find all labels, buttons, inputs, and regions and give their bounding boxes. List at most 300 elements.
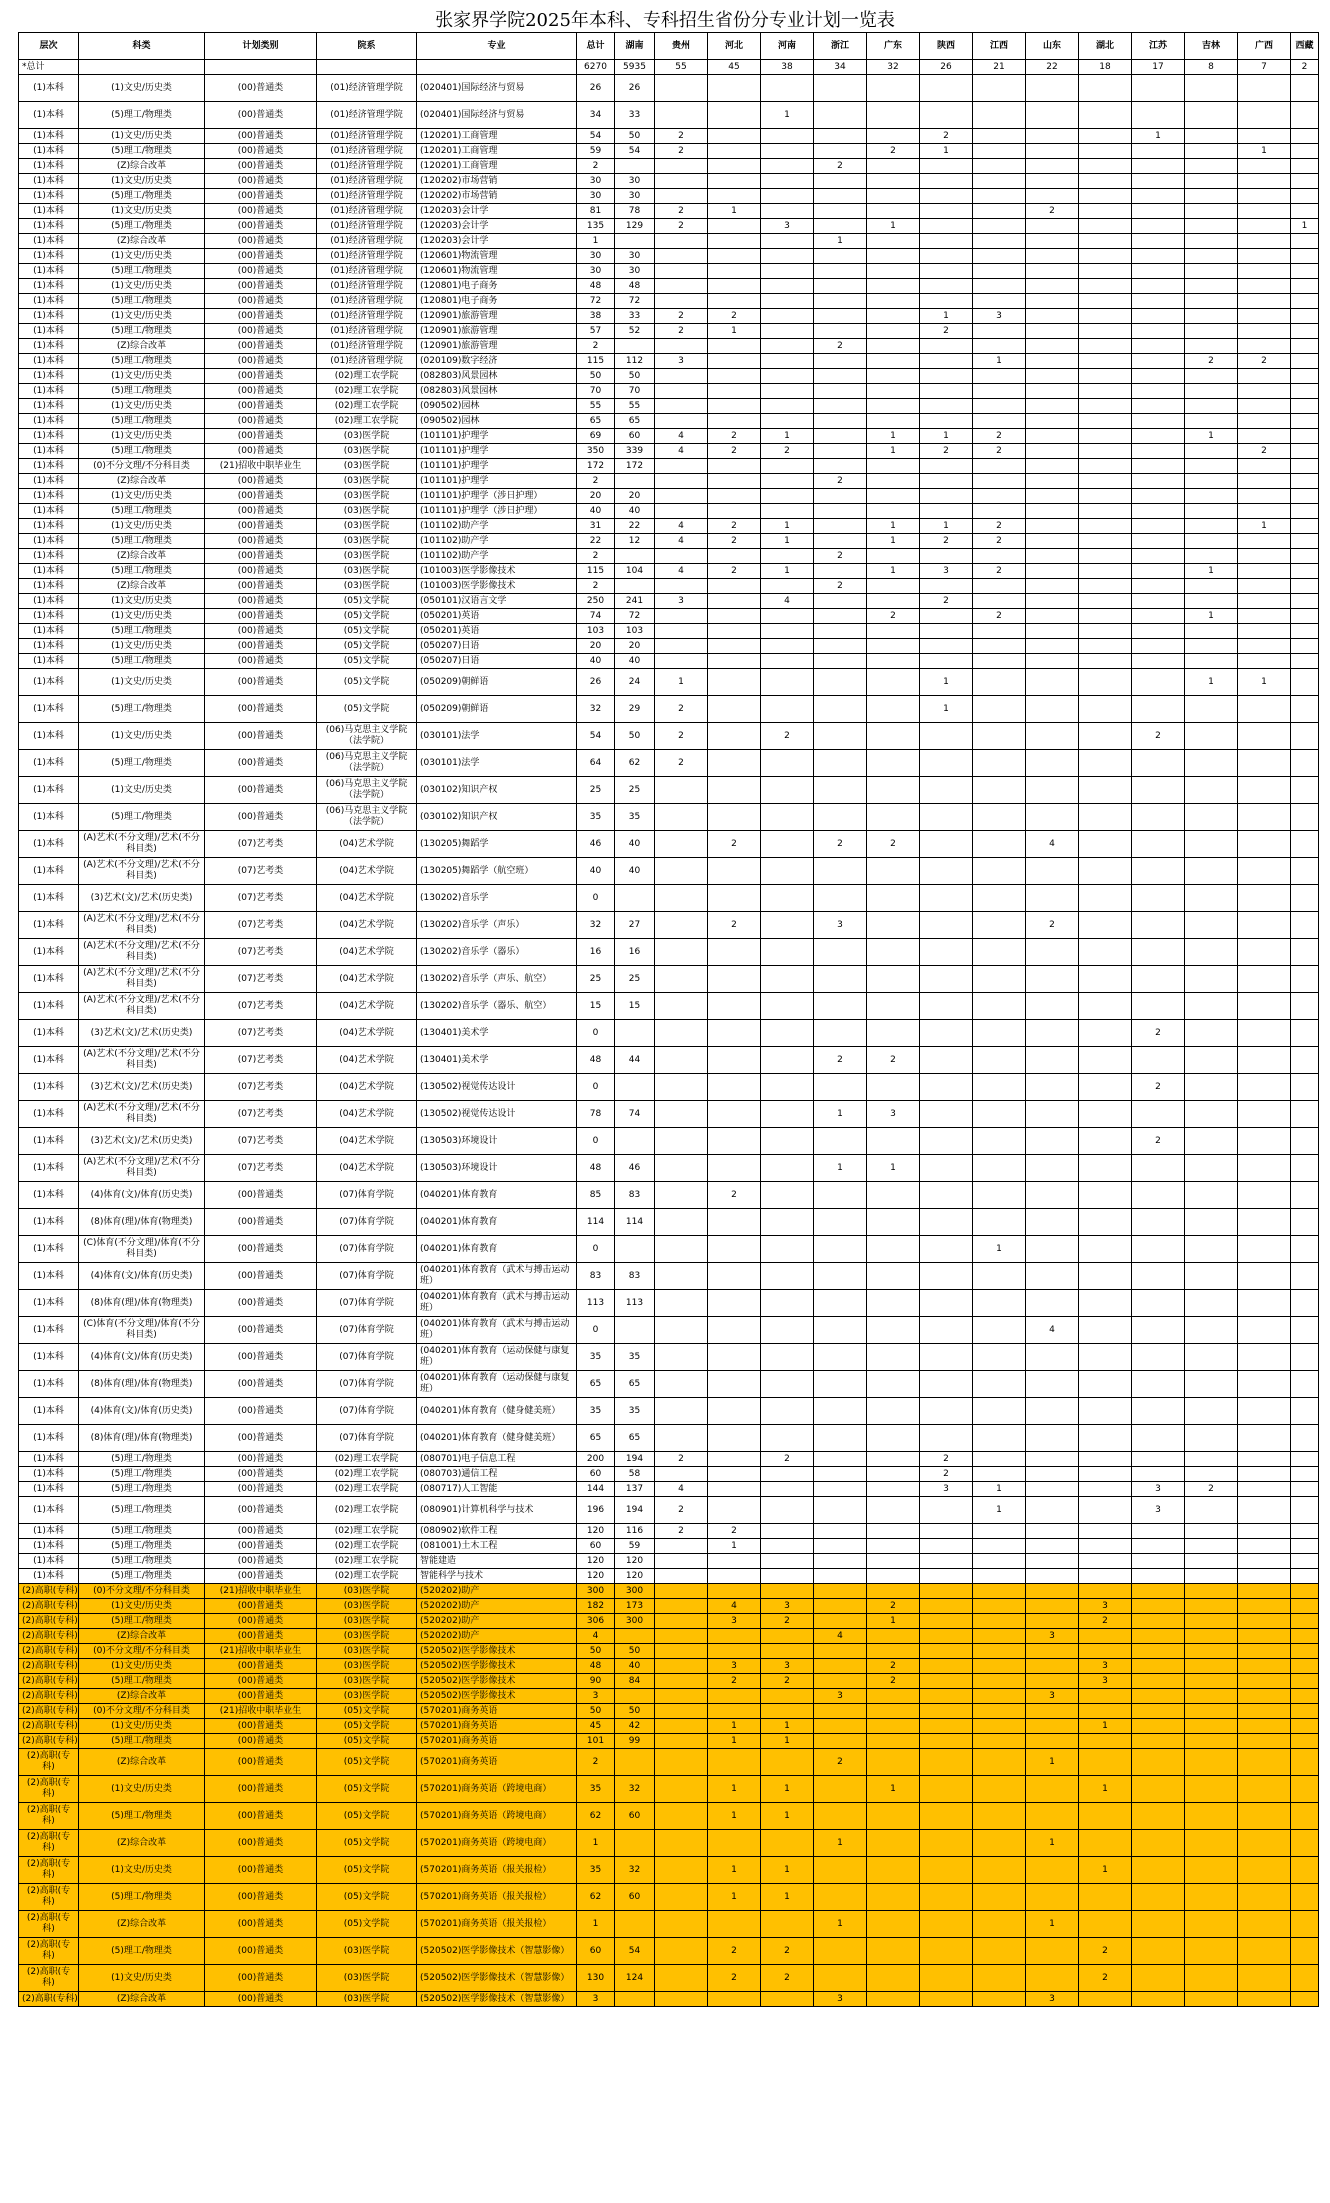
table-cell: 1	[920, 696, 973, 723]
table-cell: 58	[615, 1467, 655, 1482]
table-cell	[1291, 1569, 1319, 1584]
table-cell	[973, 1614, 1026, 1629]
table-cell: (1)本科	[19, 696, 79, 723]
table-cell: (21)招收中职毕业生	[205, 459, 317, 474]
table-cell: (1)本科	[19, 579, 79, 594]
table-row	[19, 294, 1319, 309]
table-cell	[867, 1689, 920, 1704]
table-cell	[1132, 1659, 1185, 1674]
table-cell	[1026, 1290, 1079, 1317]
table-cell	[1185, 459, 1238, 474]
table-cell	[1132, 858, 1185, 885]
table-cell	[1291, 1599, 1319, 1614]
table-cell	[655, 885, 708, 912]
table-cell	[867, 804, 920, 831]
table-cell: (21)招收中职毕业生	[205, 1644, 317, 1659]
table-row	[19, 1614, 1319, 1629]
table-cell	[1026, 264, 1079, 279]
table-cell: 72	[615, 294, 655, 309]
table-cell: 25	[577, 777, 615, 804]
table-cell	[1026, 1659, 1079, 1674]
table-cell	[1132, 831, 1185, 858]
table-cell	[1238, 1569, 1291, 1584]
table-cell	[1291, 1467, 1319, 1482]
table-cell: (03)医学院	[317, 1644, 417, 1659]
table-cell	[1079, 1182, 1132, 1209]
table-cell	[1238, 174, 1291, 189]
table-cell: (02)理工农学院	[317, 384, 417, 399]
table-cell	[761, 384, 814, 399]
table-cell	[655, 1398, 708, 1425]
table-cell	[708, 174, 761, 189]
table-cell	[1185, 1749, 1238, 1776]
table-cell	[973, 885, 1026, 912]
table-cell	[1238, 858, 1291, 885]
table-row	[19, 504, 1319, 519]
table-cell	[1238, 1992, 1291, 2007]
table-cell	[867, 1128, 920, 1155]
table-cell: (00)普通类	[205, 594, 317, 609]
table-cell: (02)理工农学院	[317, 369, 417, 384]
table-cell: 48	[577, 1047, 615, 1074]
table-cell	[814, 294, 867, 309]
table-cell: (040201)体育教育（武术与搏击运动班）	[417, 1263, 577, 1290]
table-cell	[1185, 1398, 1238, 1425]
table-cell	[655, 1938, 708, 1965]
table-cell	[920, 1128, 973, 1155]
table-cell	[814, 219, 867, 234]
table-cell	[1238, 1182, 1291, 1209]
table-cell	[1079, 1128, 1132, 1155]
table-cell: (00)普通类	[205, 234, 317, 249]
table-cell	[1185, 723, 1238, 750]
table-cell	[761, 339, 814, 354]
table-cell: (07)体育学院	[317, 1263, 417, 1290]
table-cell	[867, 264, 920, 279]
table-cell	[1291, 1263, 1319, 1290]
table-cell	[973, 1599, 1026, 1614]
table-cell	[814, 1074, 867, 1101]
table-cell: (5)理工/物理类	[79, 1539, 205, 1554]
table-cell	[1079, 777, 1132, 804]
table-cell	[973, 1584, 1026, 1599]
table-cell	[1185, 1452, 1238, 1467]
table-cell	[867, 1317, 920, 1344]
table-cell	[761, 309, 814, 324]
table-cell: (1)文史/历史类	[79, 1659, 205, 1674]
table-cell	[1079, 102, 1132, 129]
table-cell	[973, 102, 1026, 129]
table-cell: (1)本科	[19, 1290, 79, 1317]
table-cell: 0	[577, 885, 615, 912]
table-cell	[1291, 1554, 1319, 1569]
table-cell	[1026, 1938, 1079, 1965]
table-cell: (A)艺术(不分文理)/艺术(不分科目类)	[79, 912, 205, 939]
table-cell: 54	[615, 1938, 655, 1965]
table-cell: (1)本科	[19, 459, 79, 474]
table-cell	[761, 174, 814, 189]
table-cell	[867, 384, 920, 399]
table-cell: (05)文学院	[317, 624, 417, 639]
table-cell	[920, 1497, 973, 1524]
table-cell	[1079, 804, 1132, 831]
table-cell	[1185, 1290, 1238, 1317]
table-cell	[1291, 1659, 1319, 1674]
table-cell	[920, 1263, 973, 1290]
table-cell: 50	[615, 1704, 655, 1719]
table-row	[19, 429, 1319, 444]
table-cell: 2	[973, 534, 1026, 549]
table-cell: (21)招收中职毕业生	[205, 1584, 317, 1599]
table-cell	[867, 1857, 920, 1884]
table-row	[19, 129, 1319, 144]
table-cell: 35	[577, 1398, 615, 1425]
table-cell	[655, 369, 708, 384]
table-cell	[1291, 1020, 1319, 1047]
table-cell	[761, 459, 814, 474]
column-header: 广东	[867, 33, 920, 60]
table-cell: 2	[920, 444, 973, 459]
table-cell	[1026, 1776, 1079, 1803]
table-cell: (01)经济管理学院	[317, 102, 417, 129]
table-cell	[1079, 579, 1132, 594]
table-cell: 3	[577, 1689, 615, 1704]
table-cell: (120201)工商管理	[417, 129, 577, 144]
table-cell	[867, 234, 920, 249]
table-cell	[1079, 1734, 1132, 1749]
table-cell: 35	[577, 1344, 615, 1371]
table-cell: 1	[577, 1830, 615, 1857]
table-cell	[973, 1020, 1026, 1047]
table-cell	[973, 1554, 1026, 1569]
table-cell	[814, 534, 867, 549]
table-cell	[1079, 504, 1132, 519]
table-cell	[814, 174, 867, 189]
table-cell	[1185, 1524, 1238, 1539]
table-cell	[1291, 1992, 1319, 2007]
table-cell: 40	[615, 831, 655, 858]
table-row	[19, 1719, 1319, 1734]
table-cell: 1	[920, 144, 973, 159]
table-cell	[761, 1704, 814, 1719]
table-cell: (5)理工/物理类	[79, 1482, 205, 1497]
table-cell	[655, 459, 708, 474]
table-cell: (130502)视觉传达设计	[417, 1101, 577, 1128]
table-cell	[867, 1020, 920, 1047]
table-cell: 40	[577, 504, 615, 519]
table-cell	[1291, 966, 1319, 993]
table-cell: 1	[867, 1155, 920, 1182]
table-cell: 4	[655, 429, 708, 444]
table-cell: (1)文史/历史类	[79, 723, 205, 750]
table-cell	[615, 159, 655, 174]
table-cell	[814, 459, 867, 474]
table-cell: (07)体育学院	[317, 1182, 417, 1209]
table-cell	[1026, 144, 1079, 159]
table-cell: (01)经济管理学院	[317, 219, 417, 234]
table-cell	[867, 369, 920, 384]
table-cell	[1291, 1101, 1319, 1128]
table-cell: 2	[867, 831, 920, 858]
table-cell	[1185, 489, 1238, 504]
table-cell	[867, 159, 920, 174]
table-cell	[920, 279, 973, 294]
table-cell: 120	[577, 1554, 615, 1569]
table-row	[19, 885, 1319, 912]
table-cell	[1079, 1209, 1132, 1236]
table-cell	[1291, 384, 1319, 399]
table-row	[19, 279, 1319, 294]
table-cell	[1238, 369, 1291, 384]
table-cell: 25	[615, 777, 655, 804]
table-cell: (1)本科	[19, 369, 79, 384]
table-cell: (1)本科	[19, 249, 79, 264]
table-cell: 24	[615, 669, 655, 696]
table-cell: (04)艺术学院	[317, 1128, 417, 1155]
table-cell	[1132, 609, 1185, 624]
table-cell	[708, 159, 761, 174]
table-cell: (02)理工农学院	[317, 414, 417, 429]
table-cell	[1291, 624, 1319, 639]
table-cell: 30	[577, 189, 615, 204]
table-cell	[867, 912, 920, 939]
table-cell: 2	[973, 444, 1026, 459]
table-cell: (120201)工商管理	[417, 159, 577, 174]
table-cell	[1132, 1689, 1185, 1704]
table-cell	[814, 1539, 867, 1554]
table-cell	[655, 549, 708, 564]
table-cell	[867, 1938, 920, 1965]
table-cell	[1185, 249, 1238, 264]
table-cell	[867, 1749, 920, 1776]
table-cell: (00)普通类	[205, 429, 317, 444]
table-cell: (00)普通类	[205, 1317, 317, 1344]
table-cell	[867, 1803, 920, 1830]
table-cell	[1238, 912, 1291, 939]
table-cell: 2	[577, 1749, 615, 1776]
table-cell	[1185, 309, 1238, 324]
table-cell	[1026, 1539, 1079, 1554]
table-cell: (120601)物流管理	[417, 249, 577, 264]
table-cell	[1238, 750, 1291, 777]
table-cell	[708, 1452, 761, 1467]
table-cell: 1	[708, 1776, 761, 1803]
table-cell: (1)本科	[19, 414, 79, 429]
table-cell: (050201)英语	[417, 624, 577, 639]
table-cell: (07)体育学院	[317, 1236, 417, 1263]
table-cell: (01)经济管理学院	[317, 159, 417, 174]
table-cell	[1132, 579, 1185, 594]
table-cell: (A)艺术(不分文理)/艺术(不分科目类)	[79, 1047, 205, 1074]
table-cell: (00)普通类	[205, 519, 317, 534]
table-cell: 2	[867, 1659, 920, 1674]
column-header: 湖北	[1079, 33, 1132, 60]
table-cell	[1291, 939, 1319, 966]
table-cell: (130503)环境设计	[417, 1155, 577, 1182]
table-cell	[1079, 429, 1132, 444]
table-cell	[814, 504, 867, 519]
table-cell	[1291, 504, 1319, 519]
table-cell: (2)高职(专科)	[19, 1584, 79, 1599]
table-row	[19, 1155, 1319, 1182]
table-cell	[1026, 1497, 1079, 1524]
table-cell	[1291, 159, 1319, 174]
table-cell: 34	[577, 102, 615, 129]
total-cell: 34	[814, 60, 867, 75]
table-cell: (00)普通类	[205, 1965, 317, 1992]
table-cell: (06)马克思主义学院（法学院）	[317, 723, 417, 750]
table-cell	[1185, 1803, 1238, 1830]
table-cell: 2	[708, 1938, 761, 1965]
table-cell: 1	[867, 1776, 920, 1803]
table-cell	[920, 369, 973, 384]
table-cell	[867, 858, 920, 885]
table-cell: 113	[615, 1290, 655, 1317]
table-cell: 20	[615, 639, 655, 654]
table-cell: 72	[615, 609, 655, 624]
table-cell	[1238, 1599, 1291, 1614]
table-cell	[1185, 1569, 1238, 1584]
table-cell	[1185, 1644, 1238, 1659]
table-cell: 2	[1026, 912, 1079, 939]
table-cell	[1026, 219, 1079, 234]
table-cell	[1079, 459, 1132, 474]
table-cell: (130401)美术学	[417, 1047, 577, 1074]
table-cell	[920, 489, 973, 504]
table-cell: (00)普通类	[205, 1674, 317, 1689]
table-cell: 40	[577, 858, 615, 885]
table-cell: (081001)土木工程	[417, 1539, 577, 1554]
table-cell: (4)体育(文)/体育(历史类)	[79, 1263, 205, 1290]
table-cell	[761, 1482, 814, 1497]
table-cell	[708, 993, 761, 1020]
table-cell: 2	[655, 204, 708, 219]
table-cell: 2	[1132, 1074, 1185, 1101]
table-cell	[1238, 1719, 1291, 1734]
table-cell: (1)文史/历史类	[79, 75, 205, 102]
table-cell	[920, 723, 973, 750]
table-cell: (03)医学院	[317, 459, 417, 474]
table-cell	[655, 639, 708, 654]
table-cell	[1026, 966, 1079, 993]
table-cell	[1238, 1911, 1291, 1938]
table-cell: (5)理工/物理类	[79, 1803, 205, 1830]
table-cell	[1291, 1803, 1319, 1830]
table-cell: 25	[577, 966, 615, 993]
table-cell: (21)招收中职毕业生	[205, 1704, 317, 1719]
table-cell: 30	[577, 174, 615, 189]
table-cell	[973, 1425, 1026, 1452]
table-cell	[973, 579, 1026, 594]
table-cell	[920, 159, 973, 174]
table-cell	[708, 1554, 761, 1569]
table-cell	[708, 75, 761, 102]
table-cell	[1079, 264, 1132, 279]
table-row	[19, 549, 1319, 564]
table-cell	[1079, 1497, 1132, 1524]
table-cell: (00)普通类	[205, 1539, 317, 1554]
table-cell: 30	[577, 249, 615, 264]
table-cell	[761, 831, 814, 858]
table-cell: (130502)视觉传达设计	[417, 1074, 577, 1101]
table-cell	[1026, 1128, 1079, 1155]
table-cell	[1132, 1599, 1185, 1614]
table-cell	[1185, 444, 1238, 459]
table-cell: 1	[1132, 129, 1185, 144]
table-cell: 103	[577, 624, 615, 639]
table-cell: (570201)商务英语	[417, 1734, 577, 1749]
table-cell	[655, 174, 708, 189]
table-cell	[1079, 1101, 1132, 1128]
table-cell	[867, 1074, 920, 1101]
table-cell	[1132, 294, 1185, 309]
table-cell	[867, 354, 920, 369]
table-cell	[1291, 858, 1319, 885]
table-cell: 4	[708, 1599, 761, 1614]
table-cell	[1238, 579, 1291, 594]
table-cell: 32	[577, 696, 615, 723]
table-cell	[1291, 189, 1319, 204]
table-row	[19, 624, 1319, 639]
table-cell: (082803)风景园林	[417, 369, 577, 384]
table-cell: (01)经济管理学院	[317, 189, 417, 204]
table-cell: (00)普通类	[205, 534, 317, 549]
table-cell	[973, 1344, 1026, 1371]
table-cell	[1238, 339, 1291, 354]
table-cell: (570201)商务英语	[417, 1719, 577, 1734]
table-cell: (2)高职(专科)	[19, 1992, 79, 2007]
table-cell: (00)普通类	[205, 1719, 317, 1734]
table-cell	[1026, 594, 1079, 609]
table-cell: (07)艺考类	[205, 858, 317, 885]
table-cell: (00)普通类	[205, 1482, 317, 1497]
table-cell: (5)理工/物理类	[79, 624, 205, 639]
table-cell	[814, 639, 867, 654]
table-row	[19, 993, 1319, 1020]
table-cell	[1079, 1524, 1132, 1539]
table-cell: 0	[577, 1317, 615, 1344]
table-cell	[708, 1704, 761, 1719]
table-cell	[761, 1344, 814, 1371]
table-cell	[973, 1074, 1026, 1101]
table-cell	[1238, 639, 1291, 654]
table-cell	[1026, 129, 1079, 144]
table-cell: 2	[655, 696, 708, 723]
table-cell	[867, 1344, 920, 1371]
table-cell	[1132, 564, 1185, 579]
table-cell: (00)普通类	[205, 474, 317, 489]
table-cell	[1132, 777, 1185, 804]
table-cell	[814, 1644, 867, 1659]
table-cell	[973, 1803, 1026, 1830]
table-cell	[814, 858, 867, 885]
table-cell	[814, 1965, 867, 1992]
table-cell: (00)普通类	[205, 639, 317, 654]
table-cell	[814, 804, 867, 831]
table-cell: (570201)商务英语（报关报检）	[417, 1857, 577, 1884]
table-cell: (5)理工/物理类	[79, 414, 205, 429]
table-cell	[1132, 324, 1185, 339]
table-cell: 120	[615, 1569, 655, 1584]
table-cell	[814, 624, 867, 639]
table-cell	[1132, 1425, 1185, 1452]
table-cell	[814, 1884, 867, 1911]
table-cell: 15	[577, 993, 615, 1020]
table-cell	[1079, 129, 1132, 144]
table-cell	[920, 1101, 973, 1128]
table-cell: (04)艺术学院	[317, 1155, 417, 1182]
table-cell	[1291, 279, 1319, 294]
